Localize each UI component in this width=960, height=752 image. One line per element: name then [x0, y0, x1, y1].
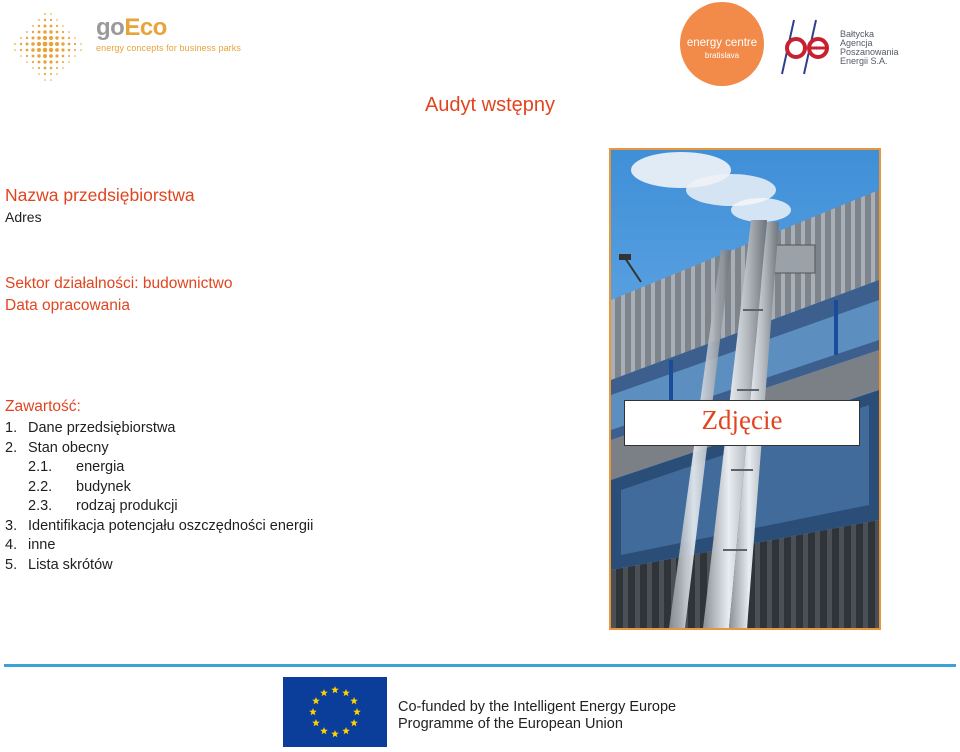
footer-divider	[4, 664, 956, 667]
goeco-diamond-logo-icon	[6, 4, 88, 88]
report-date: Data opracowania	[5, 297, 130, 314]
company-name: Nazwa przedsiębiorstwa	[5, 185, 195, 205]
cofunded-text-line2: Programme of the European Union	[398, 716, 623, 732]
photo-placeholder-label: Zdjęcie	[701, 405, 783, 435]
toc-item: 4. inne	[5, 537, 56, 553]
toc-item: 3. Identifikacja potencjału oszczędności energii	[5, 517, 314, 534]
energy-centre-name: energy centre	[686, 37, 758, 49]
toc-item: 1. Dane przedsiębiorstwa	[5, 420, 176, 436]
toc-item: 2. Stan obecny	[5, 439, 109, 456]
page-title: Audyt wstępny	[424, 94, 556, 116]
toc-subitem: 2.2. budynek	[28, 478, 131, 495]
energy-centre-city: bratislava	[704, 51, 740, 60]
eu-flag-icon	[283, 677, 387, 747]
bape-name	[840, 30, 899, 66]
bape-line: Poszanowania	[840, 47, 899, 57]
building-photo	[609, 148, 881, 630]
contents-heading: Zawartość:	[5, 398, 81, 415]
toc-item: 5. Lista skrótów	[5, 556, 113, 573]
company-address: Adres	[5, 209, 42, 225]
toc-subitem: 2.1. energia	[28, 459, 125, 475]
cofunded-text-line1: Co-funded by the Intelligent Energy Europe	[398, 699, 677, 715]
bape-line: Energii S.A.	[840, 56, 888, 66]
company-sector: Sektor działalności: budownictwo	[5, 275, 233, 292]
toc-subitem: 2.3. rodzaj produkcji	[28, 498, 178, 514]
building-chimney-image	[611, 150, 879, 628]
goeco-logo-text: goEco	[96, 14, 167, 41]
table-of-contents	[5, 419, 313, 575]
bape-line: Agencja	[840, 38, 873, 48]
bape-line: Bałtycka	[840, 29, 875, 39]
bape-logo-icon	[776, 16, 836, 78]
goeco-tagline: energy concepts for business parks	[96, 43, 241, 53]
